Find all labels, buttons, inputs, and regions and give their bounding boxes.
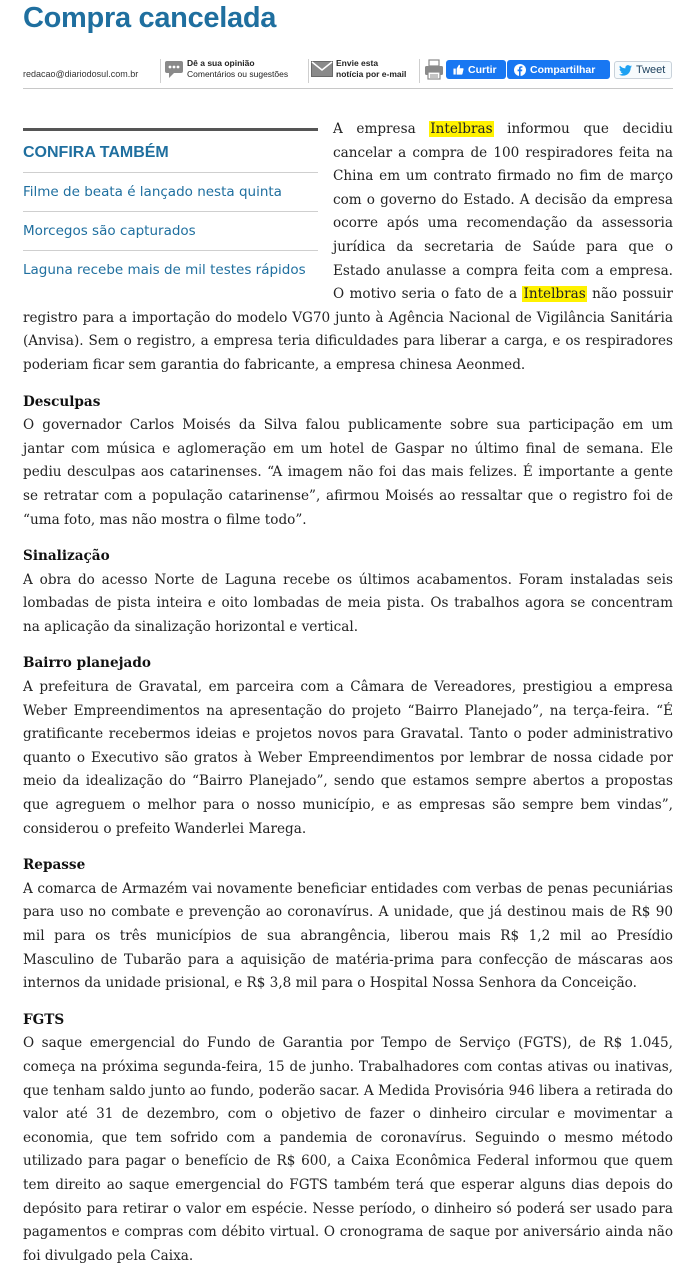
article-body [23,118,673,1281]
related-news-rule [23,128,318,131]
section-text: A comarca de Armazém vai novamente beneficiar entidades com verbas de penas pecuniárias para uso no combate e prevenção ao coronavírus. A unidade, que já destinou mais de R$ 90 mil para os três municípios de sua abrangência, liberou mais R$ 1,2 mil ao Presídio Masculino de Tubarão para a aquisição de matéria-prima para confecção de máscaras aos internos da unidade prisional, e R$ 3,8 mil para o Hospital Nossa Senhora da Conceição. [23,880,673,992]
printer-icon[interactable] [424,59,444,81]
section-text: A obra do acesso Norte de Laguna recebe os últimos acabamentos. Foram instaladas seis lombadas de pista inteira e oito lombadas de meia pista. Os trabalhos agora se concentram na aplicação da sinalização horizontal e vertical. [23,571,673,635]
related-news-box [23,128,318,289]
email-link[interactable]: redacao@diariodosul.com.br [23,69,139,79]
tweet-button[interactable] [614,61,672,79]
section-heading: Bairro planejado [23,655,151,672]
like-button[interactable] [446,60,506,79]
related-news-heading: CONFIRA TAMBÉM [23,144,169,161]
envelope-icon [311,61,333,77]
share-label: Compartilhar [530,63,596,76]
section-heading: Sinalização [23,548,110,565]
email-news-subtitle: notícia por e-mail [336,69,407,79]
twitter-icon [619,65,632,76]
brand-highlight: Intelbras [430,121,493,137]
section-heading: Repasse [23,857,86,874]
toolbar-divider [308,59,309,83]
related-news-link[interactable]: Laguna recebe mais de mil testes rápidos [23,250,318,289]
intro-text: A empresa [333,121,430,137]
section-text: O saque emergencial do Fundo de Garantia por Tempo de Serviço (FGTS), de R$ 1.045, começa na próxima segunda-feira, 15 de junho. Trabalhadores com contas ativas ou inativas, que tenham saldo junto ao fundo, poderão sacar. A Medida Provisória 946 libera a retirada do valor até 31 de dezembro, com o objetivo de fazer o dinheiro circular e movimentar a economia, que tem sofrido com a pandemia de coronavírus. Seguindo o mesmo método utilizado para pagar o benefício de R$ 600, a Caixa Econômica Federal informou que quem tem direito ao saque emergencial do FGTS também terá que esperar alguns dias depois do depósito para retirar o valor em espécie. Nesse período, o dinheiro só poderá ser usado para pagamentos e compras com débito virtual. O cronograma de saque por aniversário ainda não foi divulgado pela Caixa. [23,1035,673,1264]
like-label: Curtir [468,63,497,76]
facebook-icon [514,64,526,76]
thumbs-up-icon [453,64,464,75]
opinion-button[interactable] [164,58,288,80]
article-headline: Compra cancelada [23,2,277,34]
related-news-link[interactable]: Filme de beata é lançado nesta quinta [23,172,318,211]
toolbar-divider [160,59,161,83]
email-news-title: Envie esta [336,58,379,68]
intro-text: informou que decidiu cancelar a compra de 100 respiradores feita na China em um contrato firmado no fim de março com o governo do Estado. A decisão da empresa ocorre após uma recomendação da assessoria jurídica da secretaria de Saúde para que o Estado anulasse a compra feita com a empresa. O motivo seria o fato de a [333,121,673,303]
brand-highlight: Intelbras [523,286,586,303]
section-text: A prefeitura de Gravatal, em parceira com a Câmara de Vereadores, prestigiou a empresa Weber Empreendimentos na apresentação do projeto “Bairro Planejado”, na terça-feira. “É gratificante recebermos ideias e projetos novos para Gravatal. Tanto o poder administrativo quanto o Executivo são gratos à Weber Empreendimentos por lembrar de nossa cidade por meio da idealização do “Bairro Planejado”, sendo que estamos sempre abertos a propostas que agreguem o melhor para o nosso município, e as empresas são sempre bem vindas”, considerou o prefeito Wanderlei Marega. [23,679,673,837]
toolbar-divider [419,59,420,83]
section-heading: FGTS [23,1011,65,1028]
share-button[interactable] [507,60,610,79]
opinion-text [187,58,288,80]
email-news-text [336,58,406,80]
related-news-link[interactable]: Morcegos são capturados [23,211,318,250]
tweet-label: Tweet [636,64,666,76]
email-news-button[interactable] [311,58,406,80]
section-text: O governador Carlos Moisés da Silva falou publicamente sobre sua participação em um jantar com música e aglomeração em um hotel de Gaspar no último final de semana. Ele pediu desculpas aos catarinenses. “A imagem não foi das mais felizes. É importante a gente se retratar com a população catarinense”, afirmou Moisés ao ressaltar que o registro foi de “uma foto, mas não mostra o filme todo”. [23,417,673,528]
opinion-title: Dê a sua opinião [187,58,255,68]
opinion-subtitle: Comentários ou sugestões [187,69,289,79]
toolbar-divider-line [23,88,673,89]
comment-icon [164,59,184,79]
section-heading: Desculpas [23,393,101,410]
intro-text: não possuir registro para a importação do modelo VG70 junto à Agência Nacional de Vigilância Sanitária (Anvisa). Sem o registro, a empresa teria dificuldades para liberar a carga, e os respiradores poderiam ficar sem garantia do fabricante, a empresa chinesa Aeonmed. [23,286,673,373]
article-toolbar [23,57,673,87]
